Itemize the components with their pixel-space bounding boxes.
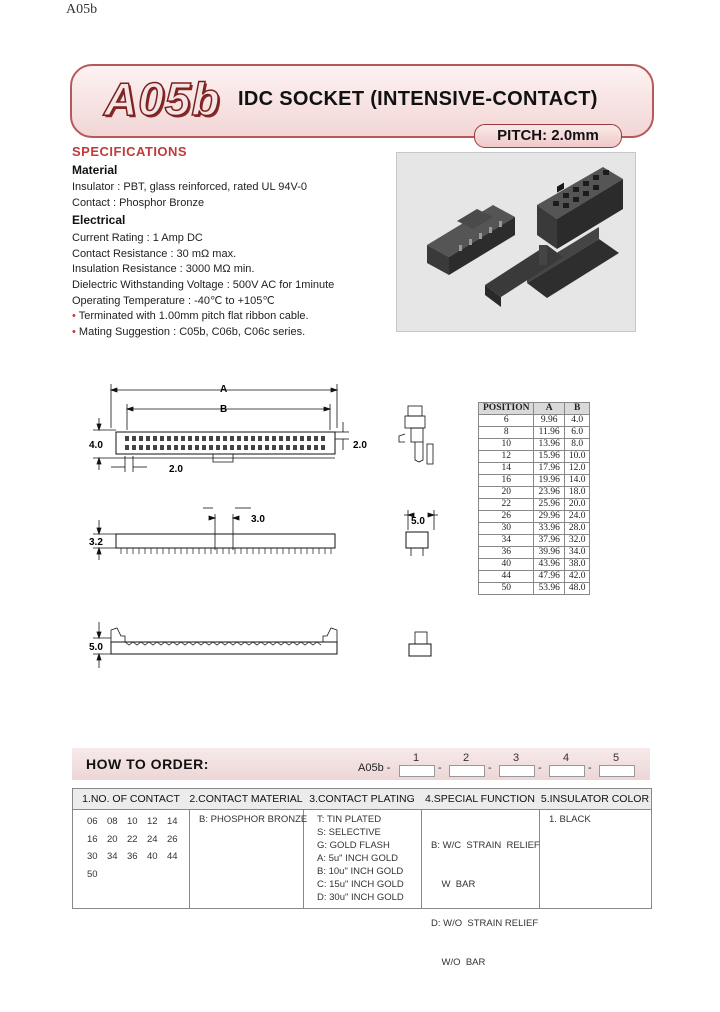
plating-option: D: 30u" INCH GOLD bbox=[317, 892, 404, 903]
col-header: 1.NO. OF CONTACT bbox=[73, 789, 189, 810]
cell-b: 38.0 bbox=[564, 559, 590, 571]
order-slot-5[interactable] bbox=[599, 765, 635, 777]
cell-a: 29.96 bbox=[534, 511, 564, 523]
table-row bbox=[479, 535, 590, 547]
material-options bbox=[199, 813, 307, 826]
note-ribbon-text: Terminated with 1.00mm pitch flat ribbon cable. bbox=[78, 310, 309, 322]
order-col-function bbox=[421, 789, 540, 968]
header-position: POSITION bbox=[479, 403, 534, 415]
table-row bbox=[479, 583, 590, 595]
header-a: A bbox=[534, 403, 564, 415]
order-table bbox=[72, 788, 652, 968]
cell-position: 22 bbox=[479, 499, 534, 511]
product-photo bbox=[396, 152, 636, 332]
cell-b: 8.0 bbox=[564, 439, 590, 451]
contact-count: 40 bbox=[147, 851, 158, 862]
header-b: B bbox=[564, 403, 590, 415]
dim-section-height-label: 5.0 bbox=[89, 642, 103, 653]
contact-count: 08 bbox=[107, 816, 118, 827]
cell-a: 13.96 bbox=[534, 439, 564, 451]
contact-count: 20 bbox=[107, 833, 118, 845]
contact-count: 16 bbox=[87, 833, 98, 845]
table-row bbox=[479, 547, 590, 559]
function-option: W BAR bbox=[431, 879, 476, 890]
contact-count: 34 bbox=[107, 851, 118, 862]
table-row bbox=[479, 463, 590, 475]
cell-a: 33.96 bbox=[534, 523, 564, 535]
cell-position: 12 bbox=[479, 451, 534, 463]
cell-position: 36 bbox=[479, 547, 534, 559]
order-col-plating bbox=[303, 789, 422, 908]
cell-b: 28.0 bbox=[564, 523, 590, 535]
table-row bbox=[479, 451, 590, 463]
order-col-material bbox=[189, 789, 308, 908]
cell-position: 26 bbox=[479, 511, 534, 523]
col-header: 2.CONTACT MATERIAL bbox=[189, 789, 303, 810]
cell-a: 25.96 bbox=[534, 499, 564, 511]
col-header: 4.SPECIAL FUNCTION bbox=[421, 789, 539, 810]
cell-a: 15.96 bbox=[534, 451, 564, 463]
spec-insulation-resistance: Insulation Resistance : 3000 MΩ min. bbox=[72, 263, 255, 275]
dim-a-label: A bbox=[220, 384, 228, 395]
spec-note-mating bbox=[72, 326, 305, 338]
order-slot-4[interactable] bbox=[549, 765, 585, 777]
cell-a: 9.96 bbox=[534, 415, 564, 427]
plating-option: B: 10u" INCH GOLD bbox=[317, 866, 404, 877]
product-logo: A05b bbox=[104, 73, 221, 125]
specifications-heading: SPECIFICATIONS bbox=[72, 144, 188, 159]
function-option: W/O BAR bbox=[431, 957, 486, 968]
order-col-color bbox=[539, 789, 651, 908]
spec-dielectric: Dielectric Withstanding Voltage : 500V AC for 1minute bbox=[72, 279, 335, 291]
cell-b: 42.0 bbox=[564, 571, 590, 583]
order-col-contacts bbox=[73, 789, 190, 908]
col-header: 5.INSULATOR COLOR bbox=[539, 789, 651, 810]
dim-bar-label: 3.0 bbox=[251, 514, 265, 525]
plating-option: S: SELECTIVE bbox=[317, 827, 381, 838]
slot-number-4: 4 bbox=[563, 752, 570, 764]
dim-pitch-label: 2.0 bbox=[169, 464, 183, 475]
dim-row-pitch-label: 2.0 bbox=[353, 440, 367, 451]
dimension-table bbox=[478, 402, 590, 595]
cell-position: 14 bbox=[479, 463, 534, 475]
cell-b: 24.0 bbox=[564, 511, 590, 523]
color-options bbox=[549, 813, 591, 826]
order-slot-1[interactable] bbox=[399, 765, 435, 777]
electrical-heading: Electrical bbox=[72, 213, 126, 227]
cell-position: 16 bbox=[479, 475, 534, 487]
spec-temperature: Operating Temperature : -40℃ to +105℃ bbox=[72, 295, 275, 307]
cell-a: 39.96 bbox=[534, 547, 564, 559]
table-row bbox=[479, 415, 590, 427]
bullet-icon: • bbox=[72, 310, 79, 322]
table-row bbox=[479, 487, 590, 499]
plating-options bbox=[317, 813, 404, 904]
cell-position: 8 bbox=[479, 427, 534, 439]
cell-b: 34.0 bbox=[564, 547, 590, 559]
cell-a: 23.96 bbox=[534, 487, 564, 499]
order-code: A05b - bbox=[358, 762, 391, 774]
cell-a: 17.96 bbox=[534, 463, 564, 475]
spec-current: Current Rating : 1 Amp DC bbox=[72, 232, 203, 244]
plating-option: C: 15u" INCH GOLD bbox=[317, 879, 404, 890]
slot-dash: - bbox=[588, 762, 592, 774]
order-slot-2[interactable] bbox=[449, 765, 485, 777]
contact-count: 12 bbox=[147, 816, 158, 827]
table-row bbox=[479, 499, 590, 511]
spec-note-ribbon bbox=[72, 310, 309, 322]
dim-front-height-label: 3.2 bbox=[89, 537, 103, 548]
slot-number-3: 3 bbox=[513, 752, 520, 764]
function-option: D: W/O STRAIN RELIEF bbox=[431, 918, 539, 929]
dim-b-label: B bbox=[220, 404, 228, 415]
cell-a: 43.96 bbox=[534, 559, 564, 571]
contact-count: 10 bbox=[127, 816, 138, 827]
cell-position: 34 bbox=[479, 535, 534, 547]
contact-count: 06 bbox=[87, 816, 98, 827]
slot-dash: - bbox=[538, 762, 542, 774]
cell-b: 6.0 bbox=[564, 427, 590, 439]
function-options bbox=[431, 813, 540, 995]
table-row bbox=[479, 571, 590, 583]
dim-side-width-label: 5.0 bbox=[411, 516, 425, 527]
spec-contact: Contact : Phosphor Bronze bbox=[72, 197, 205, 209]
cell-a: 47.96 bbox=[534, 571, 564, 583]
slot-dash: - bbox=[438, 762, 442, 774]
page-label: A05b bbox=[66, 2, 98, 17]
cell-position: 6 bbox=[479, 415, 534, 427]
table-row bbox=[479, 475, 590, 487]
cell-a: 19.96 bbox=[534, 475, 564, 487]
contact-count: 30 bbox=[87, 851, 98, 862]
cell-b: 10.0 bbox=[564, 451, 590, 463]
cell-b: 4.0 bbox=[564, 415, 590, 427]
spec-insulator: Insulator : PBT, glass reinforced, rated UL 94V-0 bbox=[72, 181, 307, 193]
cell-a: 53.96 bbox=[534, 583, 564, 595]
table-row bbox=[479, 559, 590, 571]
cell-position: 40 bbox=[479, 559, 534, 571]
cell-b: 14.0 bbox=[564, 475, 590, 487]
slot-number-2: 2 bbox=[463, 752, 470, 764]
top-view-pin-rows bbox=[125, 436, 325, 450]
color-option: 1. BLACK bbox=[549, 814, 591, 825]
table-row bbox=[479, 511, 590, 523]
order-title: HOW TO ORDER: bbox=[86, 756, 209, 772]
pitch-badge: PITCH: 2.0mm bbox=[474, 124, 622, 148]
dim-height-label: 4.0 bbox=[89, 440, 103, 451]
material-heading: Material bbox=[72, 163, 118, 177]
contact-count: 44 bbox=[167, 851, 178, 862]
cell-b: 48.0 bbox=[564, 583, 590, 595]
slot-number-1: 1 bbox=[413, 752, 420, 764]
contact-count: 36 bbox=[127, 851, 138, 862]
cell-b: 20.0 bbox=[564, 499, 590, 511]
table-row bbox=[479, 439, 590, 451]
cell-b: 18.0 bbox=[564, 487, 590, 499]
material-option: B: PHOSPHOR BRONZE bbox=[199, 814, 308, 825]
cell-position: 10 bbox=[479, 439, 534, 451]
function-option: B: W/C STRAIN RELIEF bbox=[431, 840, 540, 851]
contact-count: 22 bbox=[127, 833, 138, 845]
plating-option: T: TIN PLATED bbox=[317, 814, 382, 825]
page-title: IDC SOCKET (INTENSIVE-CONTACT) bbox=[238, 88, 598, 110]
cell-b: 32.0 bbox=[564, 535, 590, 547]
cell-a: 37.96 bbox=[534, 535, 564, 547]
contact-count-grid bbox=[87, 813, 187, 883]
front-view-pins bbox=[121, 548, 331, 554]
table-row bbox=[479, 427, 590, 439]
contact-count: 14 bbox=[167, 816, 178, 827]
contact-count: 24 bbox=[147, 833, 158, 845]
contact-count: 26 bbox=[167, 833, 178, 845]
slot-number-5: 5 bbox=[613, 752, 620, 764]
order-slot-3[interactable] bbox=[499, 765, 535, 777]
plating-option: G: GOLD FLASH bbox=[317, 840, 390, 851]
contact-count: 50 bbox=[87, 868, 98, 880]
note-mating-text: Mating Suggestion : C05b, C06b, C06c series. bbox=[78, 326, 306, 338]
cell-position: 50 bbox=[479, 583, 534, 595]
spec-contact-resistance: Contact Resistance : 30 mΩ max. bbox=[72, 248, 237, 260]
cell-position: 30 bbox=[479, 523, 534, 535]
bullet-icon: • bbox=[72, 326, 79, 338]
col-header: 3.CONTACT PLATING bbox=[303, 789, 421, 810]
slot-dash: - bbox=[488, 762, 492, 774]
table-row bbox=[479, 523, 590, 535]
cell-a: 11.96 bbox=[534, 427, 564, 439]
cell-position: 20 bbox=[479, 487, 534, 499]
cell-position: 44 bbox=[479, 571, 534, 583]
cell-b: 12.0 bbox=[564, 463, 590, 475]
plating-option: A: 5u" INCH GOLD bbox=[317, 853, 398, 864]
